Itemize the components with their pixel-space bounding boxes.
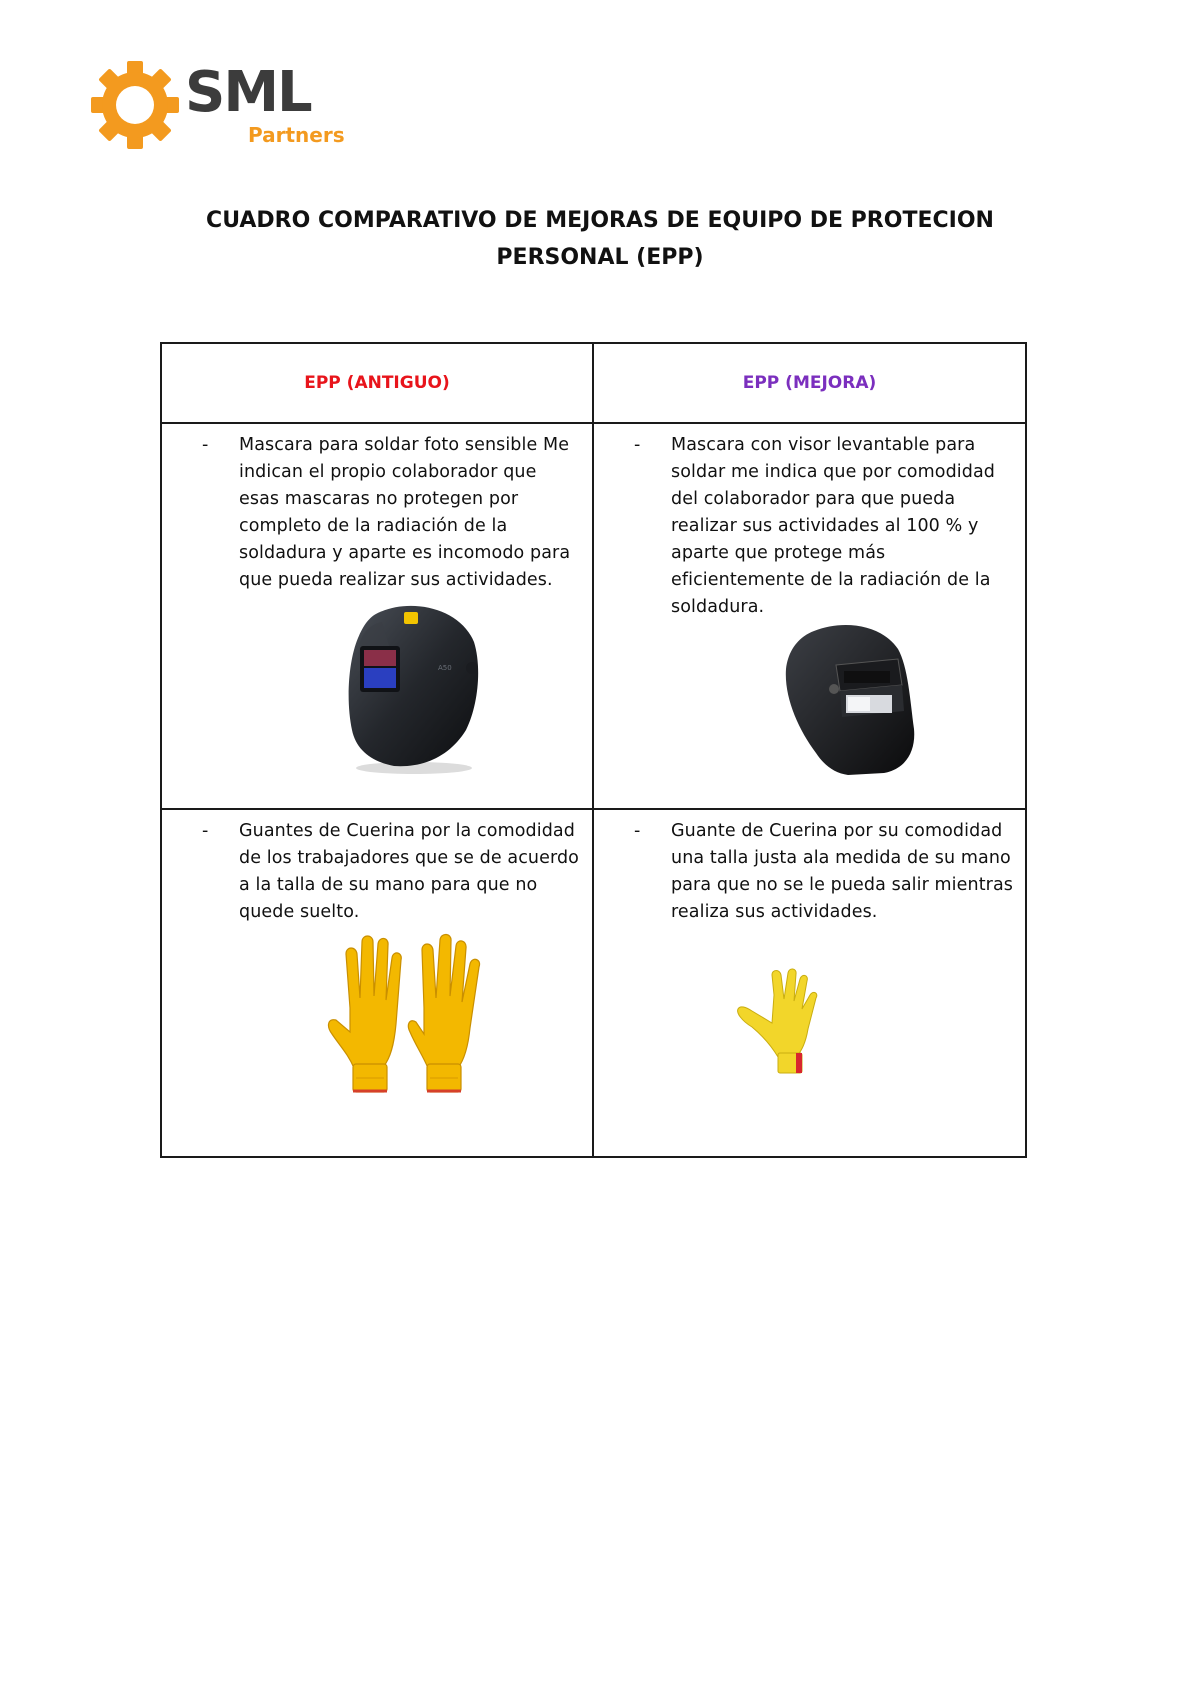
company-logo xyxy=(90,55,360,155)
single-leather-glove-image xyxy=(734,965,844,1084)
gear-icon xyxy=(90,55,180,155)
bullet: - xyxy=(202,821,209,841)
item-text: Guantes de Cuerina por la comodidad de los trabajadores que se de acuerdo a la talla de su mano para que no quede suelto. xyxy=(239,821,579,922)
title-line-2: PERSONAL (EPP) xyxy=(496,245,704,270)
list-item xyxy=(162,424,592,594)
flip-up-visor-welding-helmet-image xyxy=(774,619,924,783)
header-new-epp: EPP (MEJORA) xyxy=(593,343,1026,423)
list-item xyxy=(162,810,592,926)
header-old-epp: EPP (ANTIGUO) xyxy=(161,343,593,423)
bullet: - xyxy=(634,821,641,841)
list-item xyxy=(594,810,1025,926)
title-line-1: CUADRO COMPARATIVO DE MEJORAS DE EQUIPO DE PROTECION xyxy=(206,208,994,233)
bullet: - xyxy=(202,435,209,455)
logo-brand-text: SML xyxy=(185,60,311,125)
cell-old-gloves xyxy=(161,809,593,1157)
item-text: Mascara con visor levantable para soldar me indica que por comodidad del colaborador para que pueda realizar sus actividades al 100 % y aparte que protege más eficientemente de la radiación de la soldadura. xyxy=(671,435,995,617)
cell-new-helmet xyxy=(593,423,1026,809)
logo-sub-text: Partners xyxy=(248,123,345,147)
item-text: Mascara para soldar foto sensible Me indican el propio colaborador que esas mascaras no protegen por completo de la radiación de la soldadura y aparte es incomodo para que pueda realizar sus actividades. xyxy=(239,435,571,590)
cell-new-glove xyxy=(593,809,1026,1157)
item-text: Guante de Cuerina por su comodidad una talla justa ala medida de su mano para que no se le pueda salir mientras realiza sus actividades. xyxy=(671,821,1013,922)
cell-old-helmet xyxy=(161,423,593,809)
document-title xyxy=(150,202,1050,276)
auto-darkening-welding-helmet-image xyxy=(342,602,482,778)
table-header-row xyxy=(161,343,1026,423)
svg-text:A50: A50 xyxy=(438,664,452,672)
table-row xyxy=(161,809,1026,1157)
table-row xyxy=(161,423,1026,809)
comparison-table xyxy=(160,342,1027,1158)
bullet: - xyxy=(634,435,641,455)
pair-of-leather-gloves-image xyxy=(320,928,490,1107)
list-item xyxy=(594,424,1025,621)
